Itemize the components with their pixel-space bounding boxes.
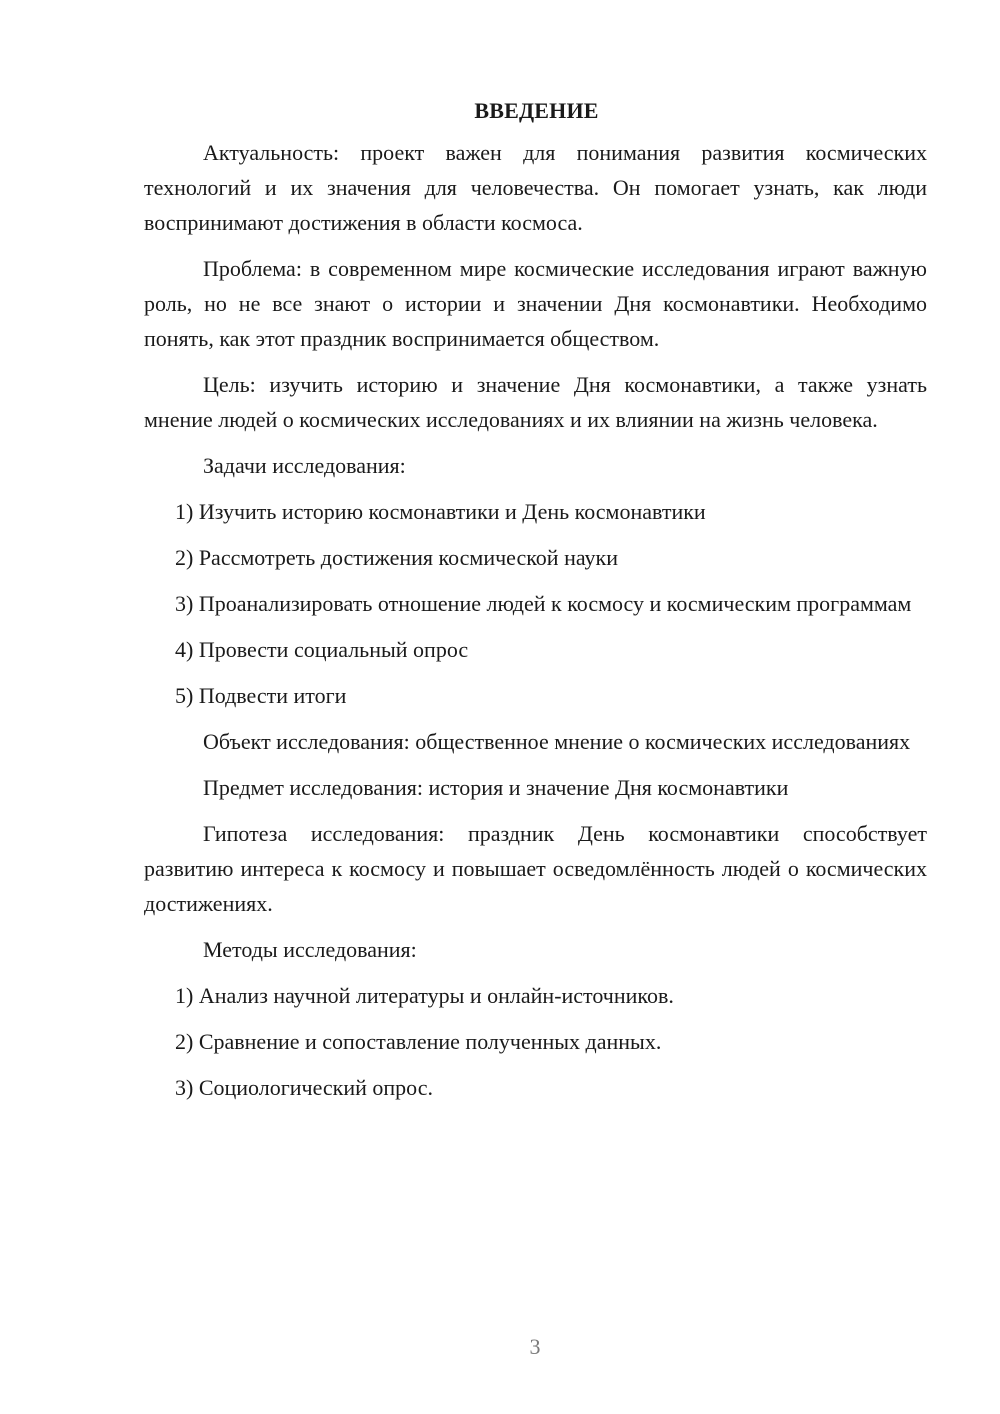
list-item: 1) Изучить историю космонавтики и День космонавтики <box>175 499 706 524</box>
paragraph-goal: Цель: изучить историю и значение Дня космонавтики, а также узнать мнение людей о космических исследованиях и их влиянии на жизнь человека. <box>144 372 927 432</box>
paragraph-hypothesis: Гипотеза исследования: праздник День космонавтики способствует развитию интереса к космосу и повышает осведомлённость людей о космических достижениях. <box>144 821 927 916</box>
list-item: 3) Социологический опрос. <box>175 1075 433 1100</box>
paragraph-subject: Предмет исследования: история и значение Дня космонавтики <box>203 775 789 800</box>
list-item: 2) Сравнение и сопоставление полученных данных. <box>175 1029 662 1054</box>
list-item: 2) Рассмотреть достижения космической науки <box>175 545 618 570</box>
list-item: 3) Проанализировать отношение людей к космосу и космическим программам <box>175 591 912 616</box>
page-content <box>144 95 927 1116</box>
paragraph-problem: Проблема: в современном мире космические исследования играют важную роль, но не все знают о истории и значении Дня космонавтики. Необходимо понять, как этот праздник воспринимается обществом. <box>144 256 927 351</box>
list-item: 4) Провести социальный опрос <box>175 637 469 662</box>
paragraph-methods-heading: Методы исследования: <box>203 937 417 962</box>
page-number: 3 <box>529 1334 541 1359</box>
paragraph-tasks-heading: Задачи исследования: <box>203 453 406 478</box>
paragraph-object: Объект исследования: общественное мнение о космических исследованиях <box>203 729 911 754</box>
section-title: ВВЕДЕНИЕ <box>474 98 599 123</box>
paragraph-relevance: Актуальность: проект важен для понимания развития космических технологий и их значения для человечества. Он помогает узнать, как люди воспринимают достижения в области космоса. <box>144 140 927 235</box>
list-item: 1) Анализ научной литературы и онлайн-источников. <box>175 983 674 1008</box>
list-item: 5) Подвести итоги <box>175 683 347 708</box>
